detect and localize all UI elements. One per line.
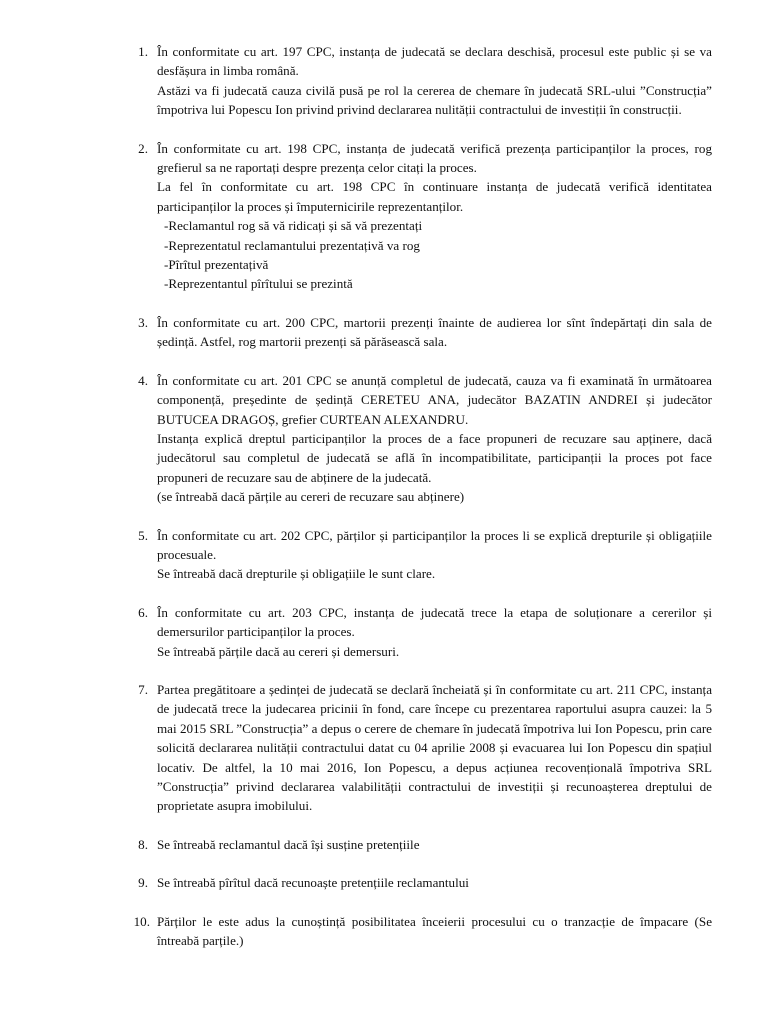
item-number: 10. — [133, 913, 150, 929]
item-paragraph: Se întreabă reclamantul dacă își susține pretențiile — [157, 836, 420, 852]
item-paragraph: În conformitate cu art. 203 CPC, instanța de judecată trece la etapa de soluționare a cererilor și demersurilor participanților la proces. — [157, 604, 712, 640]
sub-list-line: -Reclamantul rog să vă ridicați și să vă prezentați — [164, 218, 423, 234]
sub-list-line: -Reprezentatul reclamantului prezentațivă va rog — [164, 237, 420, 253]
item-number: 6. — [138, 604, 148, 620]
item-number: 8. — [138, 836, 148, 852]
item-number: 4. — [138, 372, 148, 388]
item-paragraph: Părților le este adus la cunoștință posibilitatea înceierii procesului cu o tranzacție de împacare (Se întreabă parțile.) — [157, 913, 712, 949]
list-item-6 — [0, 603, 768, 661]
list-item-8 — [0, 835, 768, 854]
sub-list-line: -Pîrîtul prezentațivă — [164, 257, 269, 273]
list-item-4 — [0, 371, 768, 507]
list-item-7 — [0, 680, 768, 816]
item-number: 3. — [138, 314, 148, 330]
list-item-9 — [0, 873, 768, 892]
item-number: 2. — [138, 140, 148, 156]
item-paragraph: (se întreabă dacă părțile au cereri de recuzare sau abținere) — [157, 489, 465, 505]
item-number: 7. — [138, 681, 148, 697]
item-number: 1. — [138, 44, 148, 59]
list-item-3 — [0, 313, 768, 352]
list-item-5 — [0, 526, 768, 584]
item-paragraph: Se întreabă dacă drepturile și obligațiile le sunt clare. — [157, 566, 436, 582]
item-number: 5. — [138, 527, 148, 543]
item-paragraph: Astăzi va fi judecată cauza civilă pusă pe rol la cererea de chemare în judecată SRL-ului ”Construcția” împotriva lui Popescu Ion privind privind declararea nulității contractului de investiții în construcții. — [157, 82, 712, 118]
item-paragraph: În conformitate cu art. 200 CPC, martorii prezenți înainte de audierea lor sînt îndepărtați din sala de ședință. Astfel, rog martorii prezenți să părăsească sala. — [157, 314, 712, 350]
item-paragraph: Instanța explică dreptul participanților la proces de a face propuneri de recuzare sau apținere, dacă judecătorul sau completul de judecată se află în incompatibilitate, participanții la proces pot face propuneri de recuzare sau de abținere de la judecată. — [157, 430, 712, 485]
item-paragraph: La fel în conformitate cu art. 198 CPC în continuare instanța de judecată verifică identitatea participanților la proces și împuternicirile reprezentanților. — [157, 179, 712, 214]
item-paragraph: În conformitate cu art. 197 CPC, instanța de judecată se declara deschisă, procesul este public și se va desfășura in limba română. — [157, 44, 712, 79]
item-paragraph: Se întreabă pîrîtul dacă recunoaște pretențiile reclamantului — [157, 875, 469, 891]
list-item-2 — [0, 139, 768, 294]
item-number: 9. — [138, 875, 148, 891]
list-item-10 — [0, 912, 768, 951]
item-paragraph: În conformitate cu art. 198 CPC, instanța de judecată verifică prezența participanților la proces, rog grefierul sa ne raportați despre prezența celor citați la proces. — [157, 140, 712, 176]
item-paragraph: Partea pregătitoare a ședinței de judecată se declară încheiată și în conformitate cu art. 211 CPC, instanța de judecată trece la judecarea pricinii în fond, care începe cu prezentarea raportului asupra cauzei: la 5 mai 2015 SRL ”Construcția” a depus o cerere de chemare în judecată împotriva lui Ion Popescu, prin care solicită declararea nulității contractului datat cu 04 aprilie 2008 și evacuarea lui Ion Popescu din spațiul locativ. De altfel, la 10 mai 2016, Ion Popescu, a depus acțiunea recovențională împotriva SRL ”Construcția” privind declararea valabilității contractului de investiții și recunoașterea dreptului de proprietate asupra imobilului. — [157, 681, 712, 814]
item-paragraph: Se întreabă părțile dacă au cereri și demersuri. — [157, 643, 400, 659]
list-item-1 — [0, 42, 768, 120]
sub-list-line: -Reprezentantul pîrîtului se prezintă — [164, 276, 353, 292]
item-paragraph: În conformitate cu art. 202 CPC, părților și participanților la proces li se explică drepturile și obligațiile procesuale. — [157, 527, 712, 562]
document-page — [0, 42, 768, 969]
item-paragraph: În conformitate cu art. 201 CPC se anunță completul de judecată, cauza va fi examinată în următoarea componență, președinte de ședință CERETEU ANA, judecător BAZATIN ANDREI și judecător BUTUCEA DRAGOȘ, grefier CURTEAN ALEXANDRU. — [157, 372, 712, 427]
